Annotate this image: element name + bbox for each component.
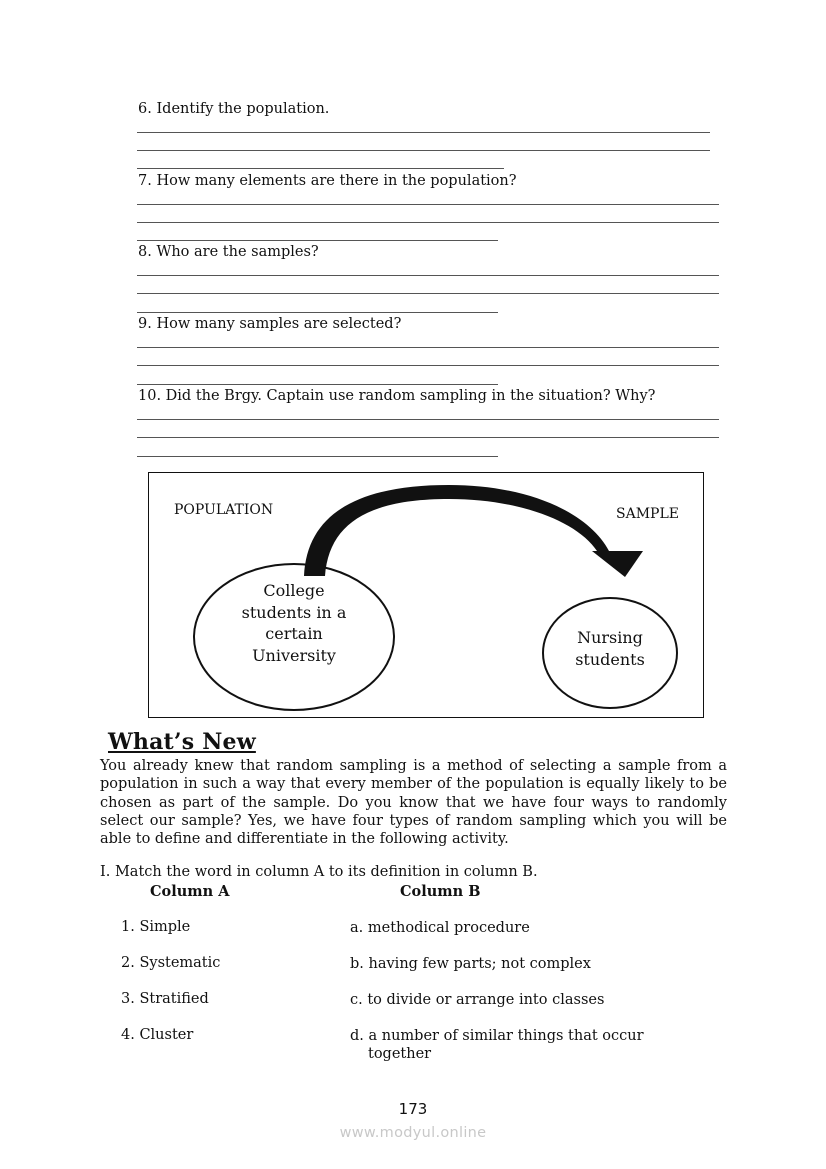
answer-line[interactable] — [137, 240, 498, 241]
column-a-item: 3. Stratified — [121, 991, 209, 1007]
answer-line[interactable] — [137, 293, 719, 294]
answer-line[interactable] — [137, 132, 710, 133]
column-a-header: Column A — [150, 883, 230, 900]
answer-line[interactable] — [137, 204, 719, 205]
question-6: 6. Identify the population. — [138, 101, 330, 117]
column-a-item: 4. Cluster — [121, 1027, 194, 1043]
question-7: 7. How many elements are there in the population? — [138, 173, 517, 189]
answer-line[interactable] — [137, 222, 719, 223]
column-a-item: 1. Simple — [121, 919, 191, 935]
question-8: 8. Who are the samples? — [138, 244, 319, 260]
section-heading: What’s New — [108, 729, 256, 755]
answer-line[interactable] — [137, 437, 719, 438]
answer-line[interactable] — [137, 365, 719, 366]
answer-line[interactable] — [137, 168, 504, 169]
activity-instruction: I. Match the word in column A to its definition in column B. — [100, 864, 538, 880]
column-b-header: Column B — [400, 883, 481, 900]
population-label: POPULATION — [174, 502, 274, 518]
answer-line[interactable] — [137, 456, 498, 457]
column-b-item: c. to divide or arrange into classes — [350, 992, 605, 1008]
answer-line[interactable] — [137, 347, 719, 348]
sample-label: SAMPLE — [616, 506, 679, 522]
column-a-item: 2. Systematic — [121, 955, 221, 971]
answer-line[interactable] — [137, 419, 719, 420]
question-10: 10. Did the Brgy. Captain use random sampling in the situation? Why? — [138, 388, 656, 404]
intro-paragraph: You already knew that random sampling is a method of selecting a sample from a population in such a way that every member of the population is equally likely to be chosen as part of the sample. Do you know that we have four ways to randomly select our sample? Yes, we have four types of random sampling which you will be able to define and differentiate in the following activity. — [100, 758, 727, 848]
watermark: www.modyul.online — [339, 1125, 487, 1141]
column-b-item: a. methodical procedure — [350, 920, 530, 936]
answer-line[interactable] — [137, 275, 719, 276]
page-number: 173 — [398, 1100, 428, 1118]
population-sample-diagram — [148, 472, 704, 718]
answer-line[interactable] — [137, 384, 498, 385]
sample-circle-text: Nursing students — [575, 628, 645, 669]
answer-line[interactable] — [137, 150, 710, 151]
column-b-item: b. having few parts; not complex — [350, 956, 591, 972]
column-b-item: d. a number of similar things that occur together — [350, 1028, 644, 1062]
answer-line[interactable] — [137, 312, 498, 313]
question-9: 9. How many samples are selected? — [138, 316, 402, 332]
population-circle-text: College students in a certain University — [241, 581, 347, 665]
